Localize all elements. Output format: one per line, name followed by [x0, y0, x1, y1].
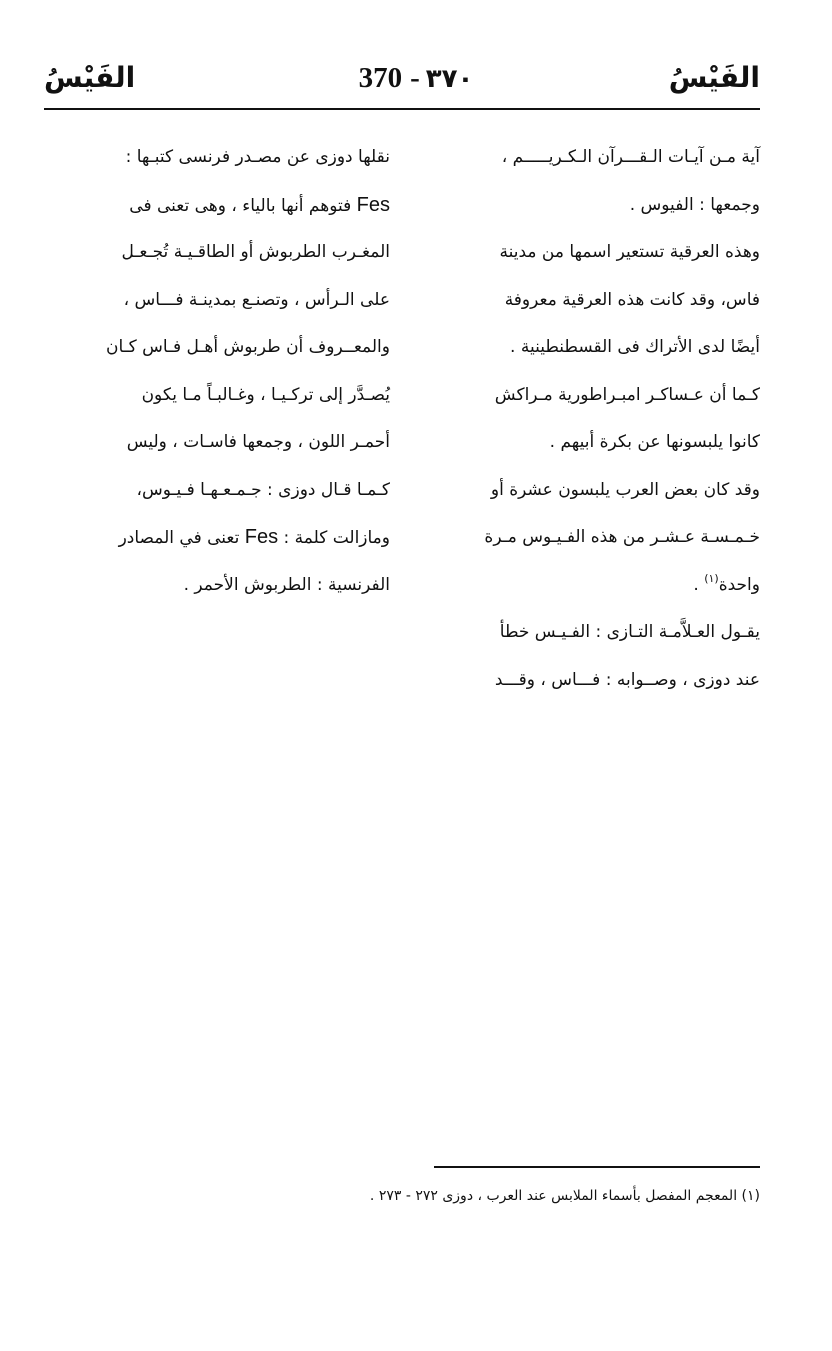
- page-number-latin: 370: [358, 62, 403, 94]
- text-line: كـما أن عـساكـر امبـراطورية مـراكش: [494, 384, 760, 405]
- text-line: المغـرب الطربوش أو الطاقـيـة تُجـعـل: [121, 242, 390, 262]
- text-line: كانوا يلبسونها عن بكرة أبيهم .: [549, 432, 760, 452]
- right-column: [438, 134, 760, 704]
- text-line: أيضًا لدى الأتراك فى القسطنطينية .: [510, 337, 760, 357]
- text-line: الفرنسية : الطربوش الأحمر .: [183, 574, 390, 595]
- text-fragment: .: [693, 574, 705, 595]
- text-line: نقلها دوزى عن مصـدر فرنسى كتبـها :: [125, 147, 390, 167]
- text-fragment: فتوهم أنها بالياء ، وهى تعنى فى: [129, 195, 352, 216]
- text-line: يقـول العـلاَّمـة التـازى : الفـيـس خطأ: [499, 622, 760, 642]
- text-line: فاس، وقد كانت هذه العرقية معروفة: [504, 289, 760, 310]
- latin-word: Fes: [244, 526, 279, 548]
- running-head-right: الفَيْسُ: [668, 61, 760, 94]
- text-line: وهذه العرقية تستعير اسمها من مدينة: [499, 242, 760, 262]
- text-line: [52, 514, 390, 562]
- text-line: والمعــروف أن طربوش أهـل فـاس كـان: [105, 337, 390, 357]
- text-fragment: تعنى في المصادر: [118, 528, 240, 548]
- text-fragment: واحدة: [718, 574, 760, 595]
- text-fragment: ومازالت كلمة :: [283, 528, 390, 548]
- text-line: خـمـسـة عـشـر من هذه الفـيـوس مـرة: [484, 527, 760, 547]
- left-column: [52, 134, 390, 609]
- text-line: [438, 562, 760, 610]
- footnote-marker: (١): [704, 571, 719, 585]
- text-line: عند دوزى ، وصــوابه : فـــاس ، وقـــد: [494, 669, 760, 690]
- text-line: [52, 182, 390, 230]
- text-line: وجمعها : الفيوس .: [629, 194, 760, 215]
- header-rule: [44, 108, 760, 110]
- text-line: وقد كان بعض العرب يلبسون عشرة أو: [490, 479, 760, 500]
- footnote-rule: [434, 1166, 760, 1168]
- footnote: (١) المعجم المفصل بأسماء الملابس عند العرب ، دوزى ٢٧٢ - ٢٧٣ .: [369, 1188, 760, 1204]
- text-line: آية مـن آيـات الـقـــرآن الـكـريـــــم ،: [501, 147, 760, 167]
- page-number-arabic: ٣٧٠: [425, 64, 474, 94]
- running-head-left: الفَيْسُ: [44, 61, 136, 94]
- text-line: أحمـر اللون ، وجمعها فاسـات ، وليس: [126, 432, 390, 452]
- latin-word: Fes: [356, 193, 390, 216]
- text-line: كـمـا قـال دوزى : جـمـعـهـا فـيـوس،: [136, 479, 390, 500]
- page-number-separator: -: [410, 62, 420, 94]
- text-line: على الـرأس ، وتصنـع بمدينـة فـــاس ،: [123, 289, 390, 310]
- text-line: يُصـدَّر إلى تركـيـا ، وغـالبـاً مـا يكون: [141, 384, 390, 405]
